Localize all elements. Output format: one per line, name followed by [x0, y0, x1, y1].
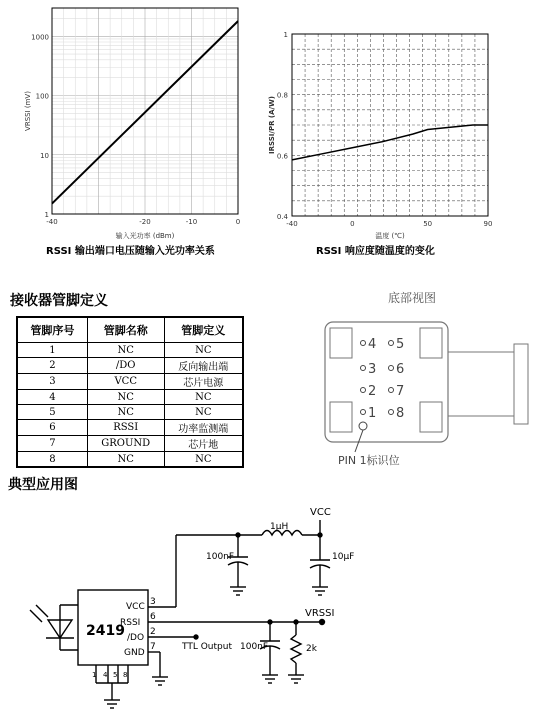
- y-tick-label: 1: [283, 31, 288, 39]
- receiver-pin-title: 接收器管脚定义: [10, 293, 108, 309]
- x-axis-label: 输入光功率 (dBm): [115, 232, 175, 240]
- pin-number: 2: [150, 627, 156, 637]
- pin-label: 4: [368, 337, 377, 352]
- y-tick-label: 100: [35, 92, 49, 101]
- cell: 4: [17, 390, 87, 405]
- header-pin-number: 管脚序号: [17, 317, 87, 343]
- cell: NC: [164, 452, 243, 468]
- header-pin-name: 管脚名称: [87, 317, 164, 343]
- pin-number: 3: [150, 597, 156, 607]
- typical-application-title: 典型应用图: [8, 477, 78, 493]
- fiber-receptacle: [448, 352, 514, 416]
- pin-name-rssi: RSSI: [120, 618, 141, 628]
- cap2-label: 10μF: [332, 552, 355, 562]
- y-tick-label: 0.6: [276, 152, 288, 161]
- ttl-output-label: TTL Output: [182, 642, 232, 652]
- pin-table: [16, 316, 244, 468]
- vcc-label: VCC: [310, 507, 331, 518]
- table-row: [17, 390, 243, 405]
- cell: 8: [17, 452, 87, 468]
- cell: 3: [17, 374, 87, 390]
- chart2-caption: RSSI 响应度随温度的变化: [316, 246, 435, 257]
- y-tick-label: 1000: [31, 33, 49, 42]
- cell: RSSI: [87, 420, 164, 436]
- y-axis-label: IRSSI/PR (A/W): [268, 96, 276, 154]
- y-axis-label: VRSSI (mV): [24, 91, 32, 131]
- pin-number: 6: [150, 612, 156, 622]
- table-row: [17, 343, 243, 358]
- cell: 5: [17, 405, 87, 420]
- pin1-leader: [355, 430, 363, 452]
- header-pin-definition: 管脚定义: [164, 317, 243, 343]
- pin-number: 1: [92, 671, 97, 679]
- package-outline: [325, 322, 448, 442]
- bottom-view-diagram: [300, 280, 537, 475]
- pin-name-do: /DO: [127, 633, 145, 643]
- x-tick-label: -40: [286, 220, 298, 228]
- cell: 反向输出端: [164, 358, 243, 374]
- inductor-label: 1μH: [270, 522, 289, 532]
- pin-number: 4: [103, 671, 108, 679]
- corner-pad: [420, 402, 442, 432]
- x-tick-label: 90: [483, 220, 493, 228]
- pin-name-vcc: VCC: [126, 602, 145, 612]
- cell: 1: [17, 343, 87, 358]
- corner-pad: [330, 328, 352, 358]
- pin-table-header: [17, 317, 243, 343]
- x-tick-label: -20: [139, 218, 151, 226]
- table-row: [17, 452, 243, 468]
- table-row: [17, 436, 243, 452]
- pin-label: 2: [368, 384, 377, 399]
- pin-label: 5: [396, 337, 405, 352]
- pin-label: 7: [396, 384, 405, 399]
- cell: NC: [164, 405, 243, 420]
- cell: 6: [17, 420, 87, 436]
- cell: NC: [87, 390, 164, 405]
- x-axis-label: 温度 (℃): [375, 232, 405, 240]
- chip-label: 2419: [86, 623, 125, 639]
- pin-number: 7: [150, 642, 156, 652]
- pin-label: 1: [368, 406, 377, 421]
- cell: VCC: [87, 374, 164, 390]
- y-tick-label: 0.4: [276, 213, 288, 221]
- cell: /DO: [87, 358, 164, 374]
- cap3-label: 100nF: [240, 642, 269, 652]
- resistor-symbol: [291, 635, 301, 663]
- pin1-marker-label: PIN 1标识位: [338, 454, 400, 467]
- corner-pad: [420, 328, 442, 358]
- cell: NC: [87, 452, 164, 468]
- cell: 7: [17, 436, 87, 452]
- pin-number: 5: [113, 671, 118, 679]
- bottom-view-title: 底部视图: [388, 291, 437, 305]
- pin1-marker: [359, 422, 367, 430]
- fiber-receptacle-flange: [514, 344, 528, 424]
- pin-name-gnd: GND: [124, 648, 145, 658]
- cell: NC: [164, 343, 243, 358]
- series-line: [292, 125, 488, 160]
- chart1-caption: RSSI 输出端口电压随输入光功率关系: [46, 246, 215, 257]
- table-row: [17, 358, 243, 374]
- table-row: [17, 405, 243, 420]
- chart-rssi-vs-temperature: [262, 0, 537, 260]
- cell: 功率监测端: [164, 420, 243, 436]
- typical-application-circuit: [0, 495, 537, 723]
- x-tick-label: -10: [185, 218, 198, 226]
- x-tick-label: 50: [423, 220, 433, 228]
- pin-label: 8: [396, 406, 405, 421]
- cell: NC: [87, 343, 164, 358]
- table-row: [17, 420, 243, 436]
- cell: NC: [87, 405, 164, 420]
- pin-number: 8: [123, 671, 128, 679]
- cell: NC: [164, 390, 243, 405]
- cell: 2: [17, 358, 87, 374]
- table-row: [17, 374, 243, 390]
- chart-vrssi-vs-power: [0, 0, 270, 260]
- x-tick-label: -40: [46, 218, 58, 226]
- vrssi-label: VRSSI: [305, 608, 335, 619]
- y-tick-label: 10: [40, 151, 49, 160]
- cap1-label: 100nF: [206, 552, 235, 562]
- cell: 芯片电源: [164, 374, 243, 390]
- corner-pad: [330, 402, 352, 432]
- resistor-label: 2k: [306, 644, 317, 654]
- y-tick-label: 0.8: [276, 91, 288, 100]
- pin-label: 3: [368, 362, 377, 377]
- cell: 芯片地: [164, 436, 243, 452]
- cell: GROUND: [87, 436, 164, 452]
- x-tick-label: 0: [350, 220, 355, 228]
- y-tick-label: 1: [44, 211, 49, 219]
- pin-label: 6: [396, 362, 405, 377]
- x-tick-label: 0: [235, 218, 241, 226]
